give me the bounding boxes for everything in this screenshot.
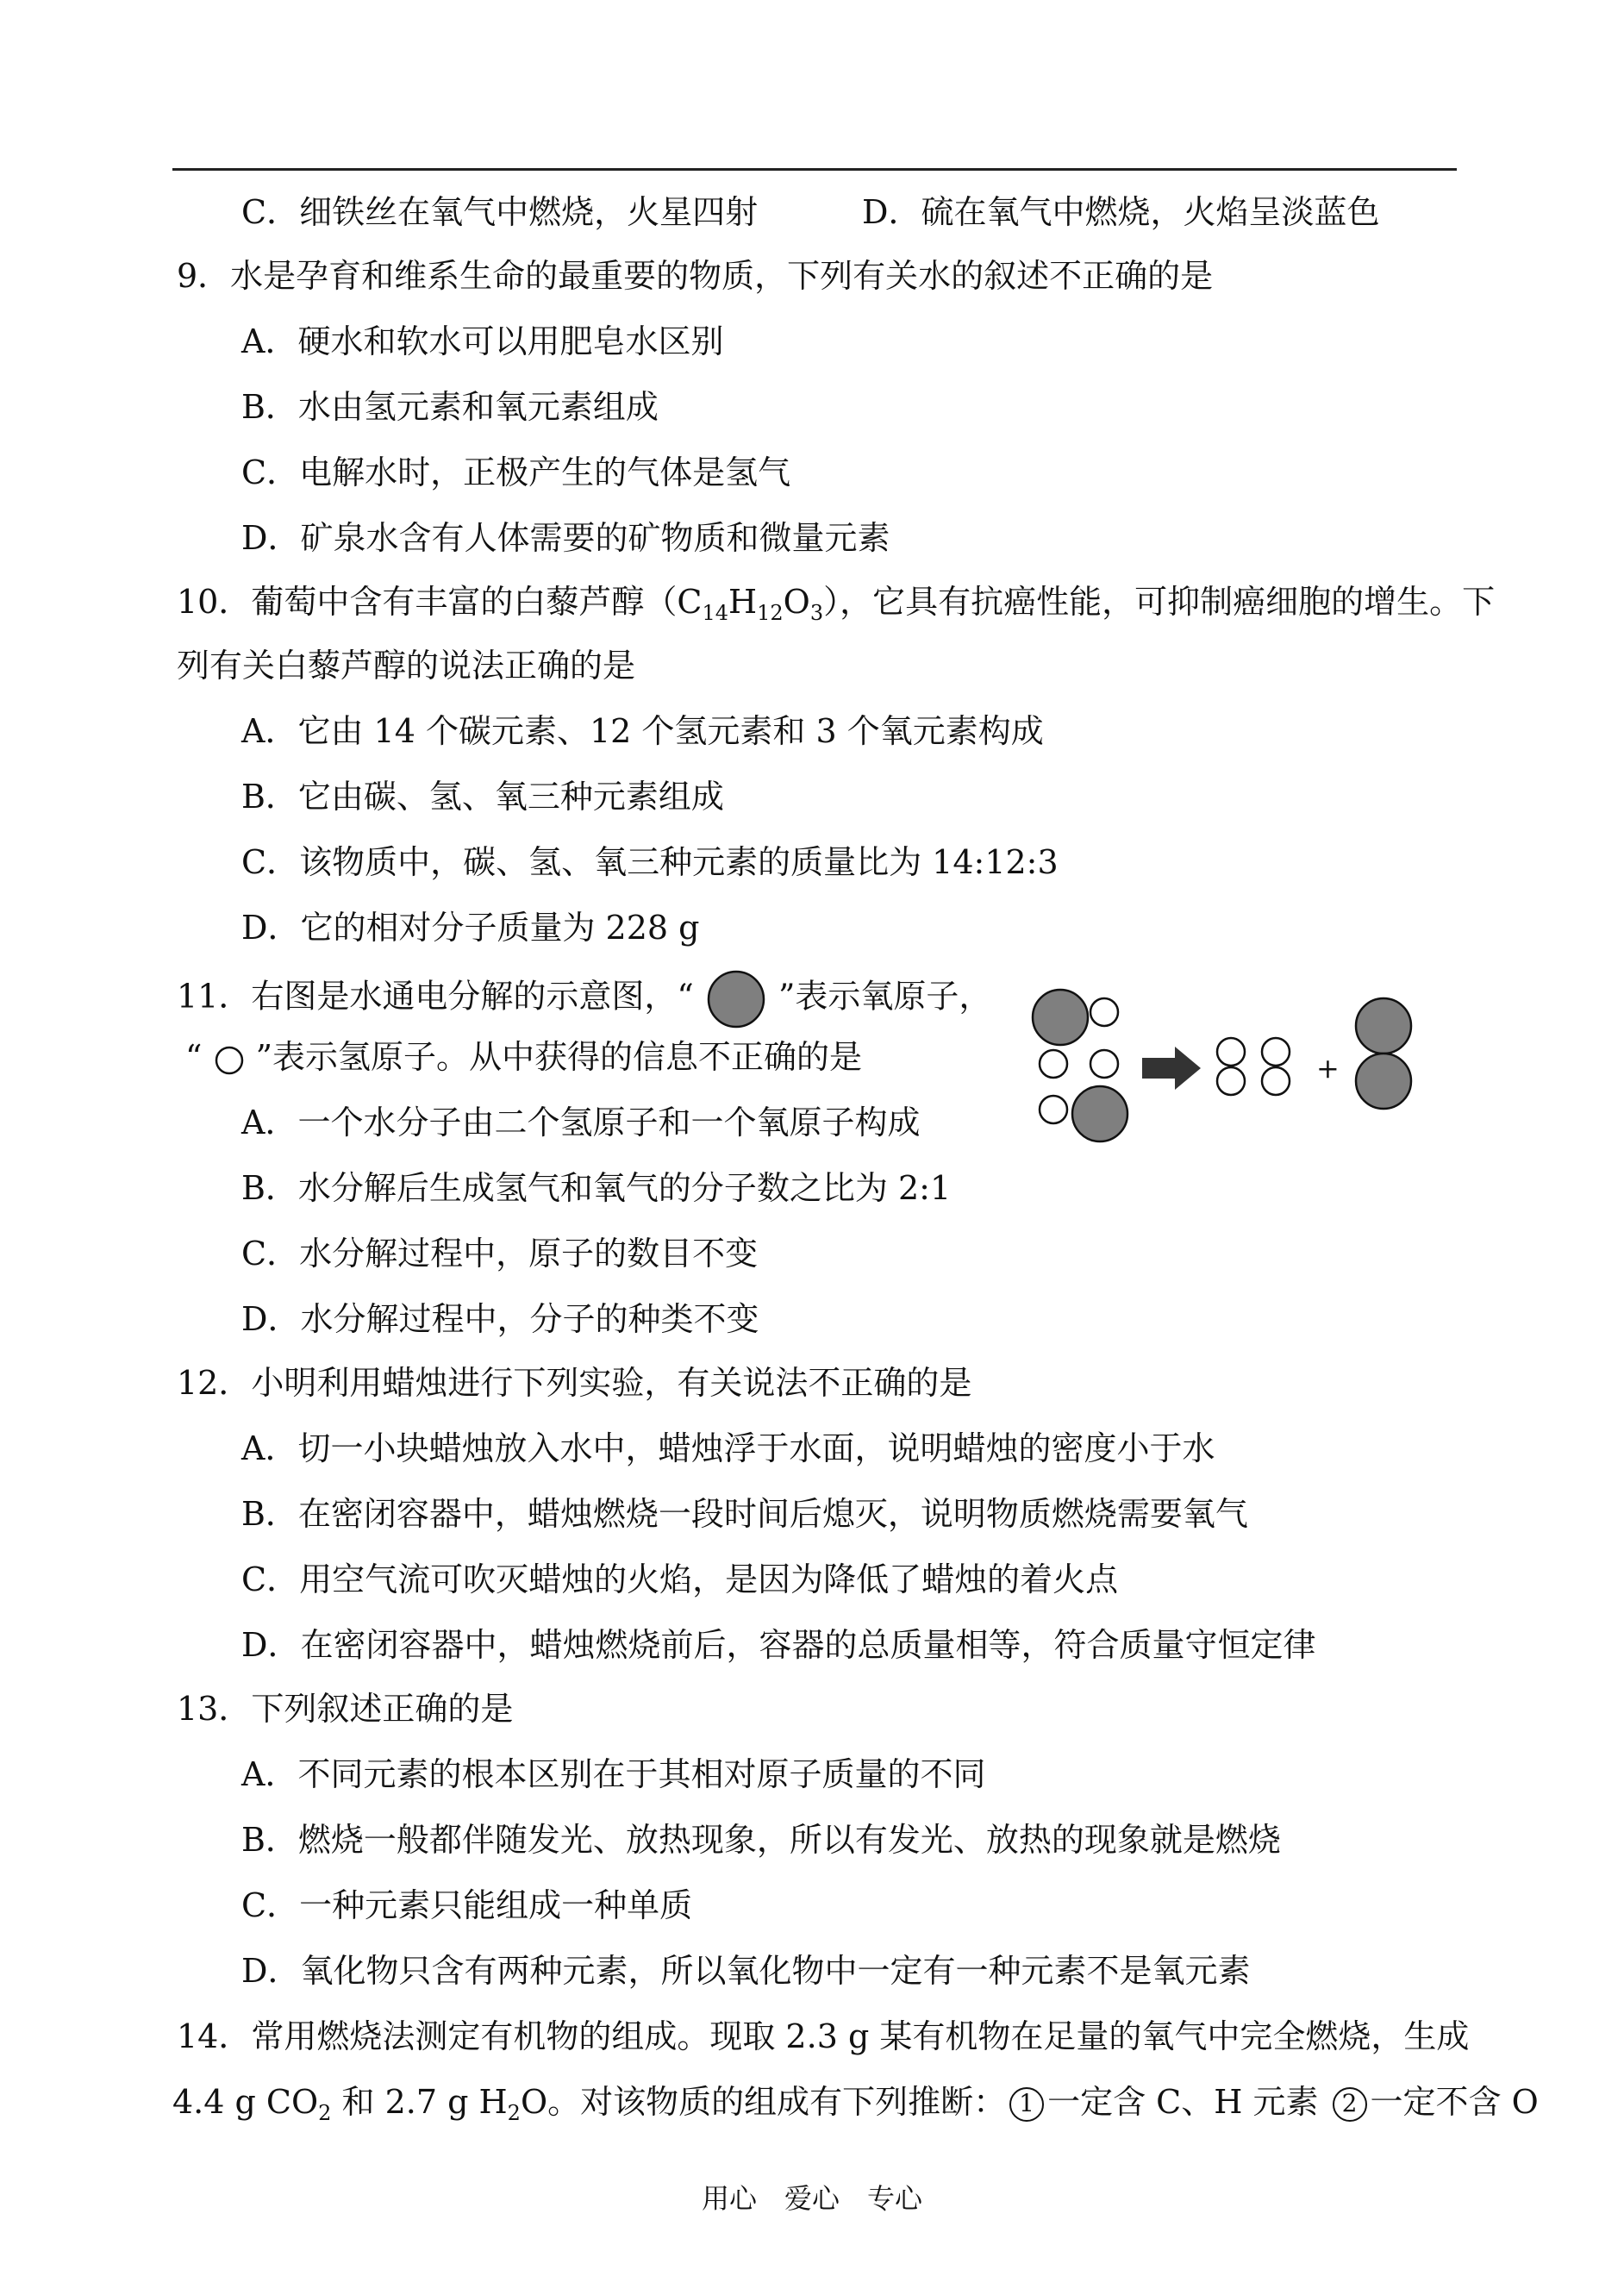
q13-option-c: C．一种元素只能组成一种单质 <box>241 1886 693 1924</box>
q11-option-a: A．一个水分子由二个氢原子和一个氧原子构成 <box>241 1104 921 1141</box>
hydrogen-atom <box>1090 1050 1118 1078</box>
hydrogen-atom-icon <box>213 1044 246 1077</box>
hydrogen-atom <box>1090 998 1118 1026</box>
q11-option-d: D．水分解过程中，分子的种类不变 <box>241 1300 759 1338</box>
circled-number-2: 2 <box>1333 2087 1367 2122</box>
reaction-arrow-icon <box>1142 1047 1201 1090</box>
oxygen-molecule <box>1356 998 1411 1109</box>
q11-option-c: C．水分解过程中，原子的数目不变 <box>241 1235 759 1273</box>
hydrogen-molecule <box>1262 1038 1290 1095</box>
q10-option-c: C．该物质中，碳、氢、氧三种元素的质量比为 14:12:3 <box>241 843 1059 881</box>
header-rule <box>172 168 1457 171</box>
q8-option-d: D．硫在氧气中燃烧，火焰呈淡蓝色 <box>862 193 1380 231</box>
q10-option-b: B．它由碳、氢、氧三种元素组成 <box>241 778 724 816</box>
q10-option-a: A．它由 14 个碳元素、12 个氢元素和 3 个氧元素构成 <box>241 712 1044 750</box>
q10-option-d: D．它的相对分子质量为 228 g <box>241 909 700 947</box>
q12-option-c: C．用空气流可吹灭蜡烛的火焰，是因为降低了蜡烛的着火点 <box>241 1560 1119 1598</box>
q14-stem-line2: 4.4 g $CO_2$ 和 2.7 g $H_2O$。对该物质的组成有下列推断： 1 一定含 C、H 元素 2 一定不含 O <box>172 2083 1539 2125</box>
q14-stem-line1: 14．常用燃烧法测定有机物的组成。现取 2.3 g 某有机物在足量的氧气中完全燃烧，生成 <box>177 2017 1470 2055</box>
q12-option-b: B．在密闭容器中，蜡烛燃烧一段时间后熄灭，说明物质燃烧需要氧气 <box>241 1495 1248 1533</box>
q8-option-c: C．细铁丝在氧气中燃烧，火星四射 <box>241 193 759 231</box>
water-electrolysis-diagram <box>1021 985 1435 1157</box>
oxygen-atom-icon <box>704 969 768 1029</box>
q9-option-b: B．水由氢元素和氧元素组成 <box>241 388 659 426</box>
oxygen-atom <box>1033 990 1088 1045</box>
q13-option-b: B．燃烧一般都伴随发光、放热现象，所以有发光、放热的现象就是燃烧 <box>241 1821 1281 1859</box>
plus-sign: + <box>1316 1052 1340 1085</box>
q12-option-a: A．切一小块蜡烛放入水中，蜡烛浮于水面，说明蜡烛的密度小于水 <box>241 1429 1215 1467</box>
hydrogen-atom <box>1040 1050 1067 1078</box>
q13-option-d: D．氧化物只含有两种元素，所以氧化物中一定有一种元素不是氧元素 <box>241 1952 1251 1990</box>
q9-option-c: C．电解水时，正极产生的气体是氢气 <box>241 453 791 491</box>
q12-stem: 12．小明利用蜡烛进行下列实验，有关说法不正确的是 <box>177 1364 972 1402</box>
q12-option-d: D．在密闭容器中，蜡烛燃烧前后，容器的总质量相等，符合质量守恒定律 <box>241 1626 1316 1664</box>
q13-stem: 13．下列叙述正确的是 <box>177 1690 514 1728</box>
hydrogen-atom <box>1040 1096 1067 1123</box>
q13-option-a: A．不同元素的根本区别在于其相对原子质量的不同 <box>241 1755 986 1793</box>
q10-stem-line2: 列有关白藜芦醇的说法正确的是 <box>177 647 636 685</box>
q11-stem: 11．右图是水通电分解的示意图，“ ”表示氧原子， <box>177 969 991 1029</box>
q9-option-a: A．硬水和软水可以用肥皂水区别 <box>241 322 724 360</box>
oxygen-atom <box>1072 1086 1127 1141</box>
q9-stem: 9．水是孕育和维系生命的最重要的物质，下列有关水的叙述不正确的是 <box>177 257 1214 295</box>
hydrogen-molecule <box>1217 1038 1245 1095</box>
q11-option-b: B．水分解后生成氢气和氧气的分子数之比为 2:1 <box>241 1169 952 1207</box>
q11-stem-line2: “ ”表示氢原子。从中获得的信息不正确的是 <box>185 1038 863 1076</box>
q9-option-d: D．矿泉水含有人体需要的矿物质和微量元素 <box>241 519 890 557</box>
circled-number-1: 1 <box>1009 2087 1044 2122</box>
page-footer: 用心 爱心 专心 <box>701 2182 922 2215</box>
q10-stem: 10．葡萄中含有丰富的白藜芦醇$(C_{14}H_{12}O_3)$，它具有抗癌性能，可抑制癌细胞的增生。下 <box>177 583 1496 625</box>
